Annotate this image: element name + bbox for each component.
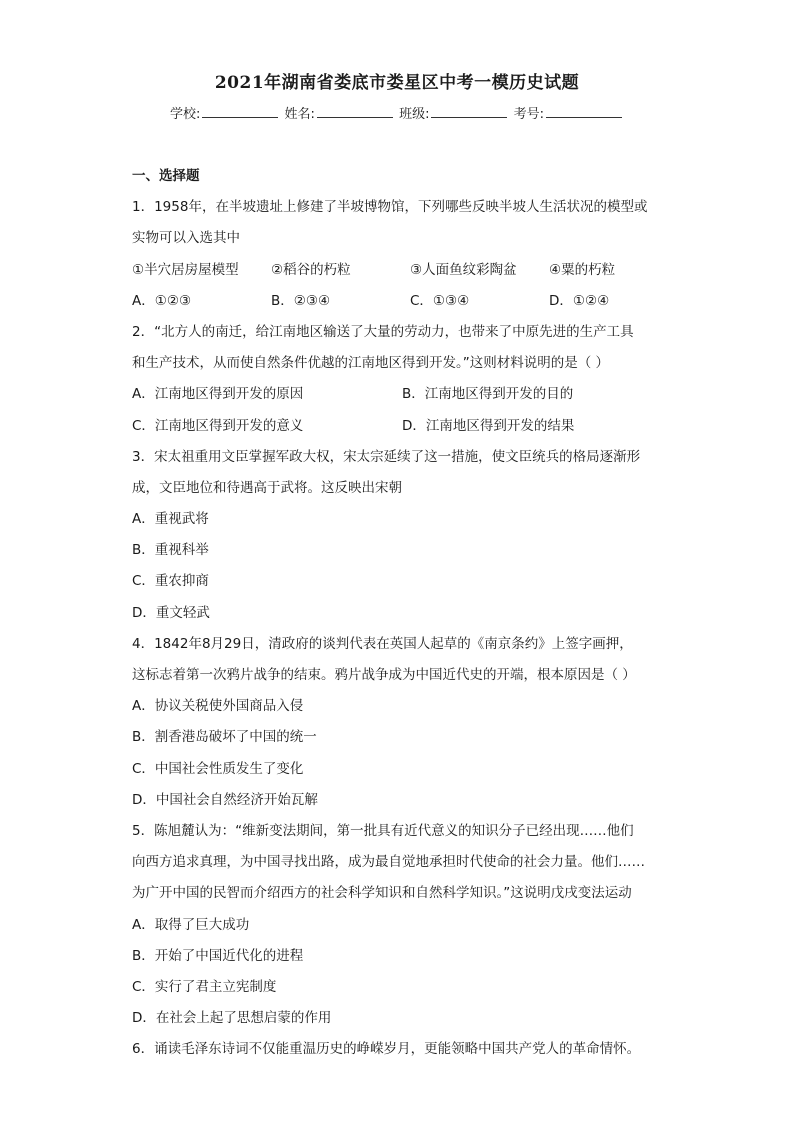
option-c[interactable]: C．江南地区得到开发的意义 <box>132 417 304 434</box>
question-stem-line: 4．1842年8月29日，清政府的谈判代表在英国人起草的《南京条约》上签字画押， <box>132 635 633 652</box>
item-3: ③人面鱼纹彩陶盆 <box>410 261 517 278</box>
school-label: 学校: <box>170 107 201 122</box>
item-1: ①半穴居房屋模型 <box>132 261 239 278</box>
option-b[interactable]: B．重视科举 <box>132 542 209 559</box>
option-d[interactable]: D．①②④ <box>549 292 610 309</box>
question-2-options-row1 <box>132 384 672 415</box>
question-stem-line: 这标志着第一次鸦片战争的结束。鸦片战争成为中国近代史的开端，根本原因是（ ） <box>132 667 636 683</box>
question-stem-line: 实物可以入选其中 <box>132 230 240 247</box>
question-2 <box>132 322 672 447</box>
name-label: 姓名: <box>284 107 315 122</box>
option-c[interactable]: C．中国社会性质发生了变化 <box>132 760 304 777</box>
name-blank[interactable] <box>317 105 393 118</box>
school-blank[interactable] <box>202 105 278 118</box>
option-b[interactable]: B．②③④ <box>271 292 331 309</box>
student-info-row <box>0 103 794 122</box>
option-d[interactable]: D．中国社会自然经济开始瓦解 <box>132 791 318 808</box>
option-b[interactable]: B．江南地区得到开发的目的 <box>402 386 574 403</box>
question-stem-line: 1．1958年，在半坡遗址上修建了半坡博物馆，下列哪些反映半坡人生活状况的模型或 <box>132 199 648 216</box>
question-stem-line: 3．宋太祖重用文臣掌握军政大权，宋太宗延续了这一措施，使文臣统兵的格局逐渐形 <box>132 448 641 465</box>
option-d[interactable]: D．江南地区得到开发的结果 <box>402 417 575 434</box>
question-4 <box>132 634 672 821</box>
class-label: 班级: <box>399 107 430 122</box>
option-b[interactable]: B．开始了中国近代化的进程 <box>132 947 304 964</box>
exam-title: 2021年湖南省娄底市娄星区中考一模历史试题 <box>214 73 580 93</box>
question-list <box>132 166 672 1070</box>
item-2: ②稻谷的朽粒 <box>271 261 351 278</box>
question-stem-line: 5．陈旭麓认为：“维新变法期间，第一批具有近代意义的知识分子已经出现……他们 <box>132 822 634 839</box>
item-4: ④粟的朽粒 <box>549 261 616 278</box>
section-title: 一、选择题 <box>132 168 200 184</box>
option-a[interactable]: A．重视武将 <box>132 511 209 528</box>
number-label: 考号: <box>513 107 544 122</box>
option-d[interactable]: D．在社会上起了思想启蒙的作用 <box>132 1010 332 1027</box>
option-a[interactable]: A．取得了巨大成功 <box>132 916 250 933</box>
option-a[interactable]: A．协议关税使外国商品入侵 <box>132 698 304 715</box>
question-1 <box>132 197 672 322</box>
class-blank[interactable] <box>431 105 507 118</box>
question-1-items <box>132 260 672 291</box>
option-c[interactable]: C．实行了君主立宪制度 <box>132 978 277 995</box>
option-a[interactable]: A．江南地区得到开发的原因 <box>132 386 304 403</box>
question-stem-line: 6．诵读毛泽东诗词不仅能重温历史的峥嵘岁月，更能领略中国共产党人的革命情怀。 <box>132 1041 641 1058</box>
question-5 <box>132 821 672 1039</box>
question-6 <box>132 1039 672 1070</box>
option-d[interactable]: D．重文轻武 <box>132 604 210 621</box>
question-stem-line: 和生产技术，从而使自然条件优越的江南地区得到开发。”这则材料说明的是（ ） <box>132 355 610 372</box>
question-stem-line: 为广开中国的民智而介绍西方的社会科学知识和自然科学知识。”这说明戊戌变法运动 <box>132 885 632 902</box>
option-c[interactable]: C．重农抑商 <box>132 573 209 590</box>
option-a[interactable]: A．①②③ <box>132 292 192 309</box>
number-blank[interactable] <box>546 105 622 118</box>
option-b[interactable]: B．割香港岛破坏了中国的统一 <box>132 729 317 746</box>
question-stem-line: 向西方追求真理，为中国寻找出路，成为最自觉地承担时代使命的社会力量。他们…… <box>132 854 645 871</box>
question-2-options-row2 <box>132 416 672 447</box>
question-stem-line: 2．“北方人的南迁，给江南地区输送了大量的劳动力，也带来了中原先进的生产工具 <box>132 323 634 340</box>
question-3 <box>132 447 672 634</box>
question-1-options <box>132 291 672 322</box>
option-c[interactable]: C．①③④ <box>410 292 470 309</box>
question-stem-line: 成，文臣地位和待遇高于武将。这反映出宋朝 <box>132 479 402 496</box>
